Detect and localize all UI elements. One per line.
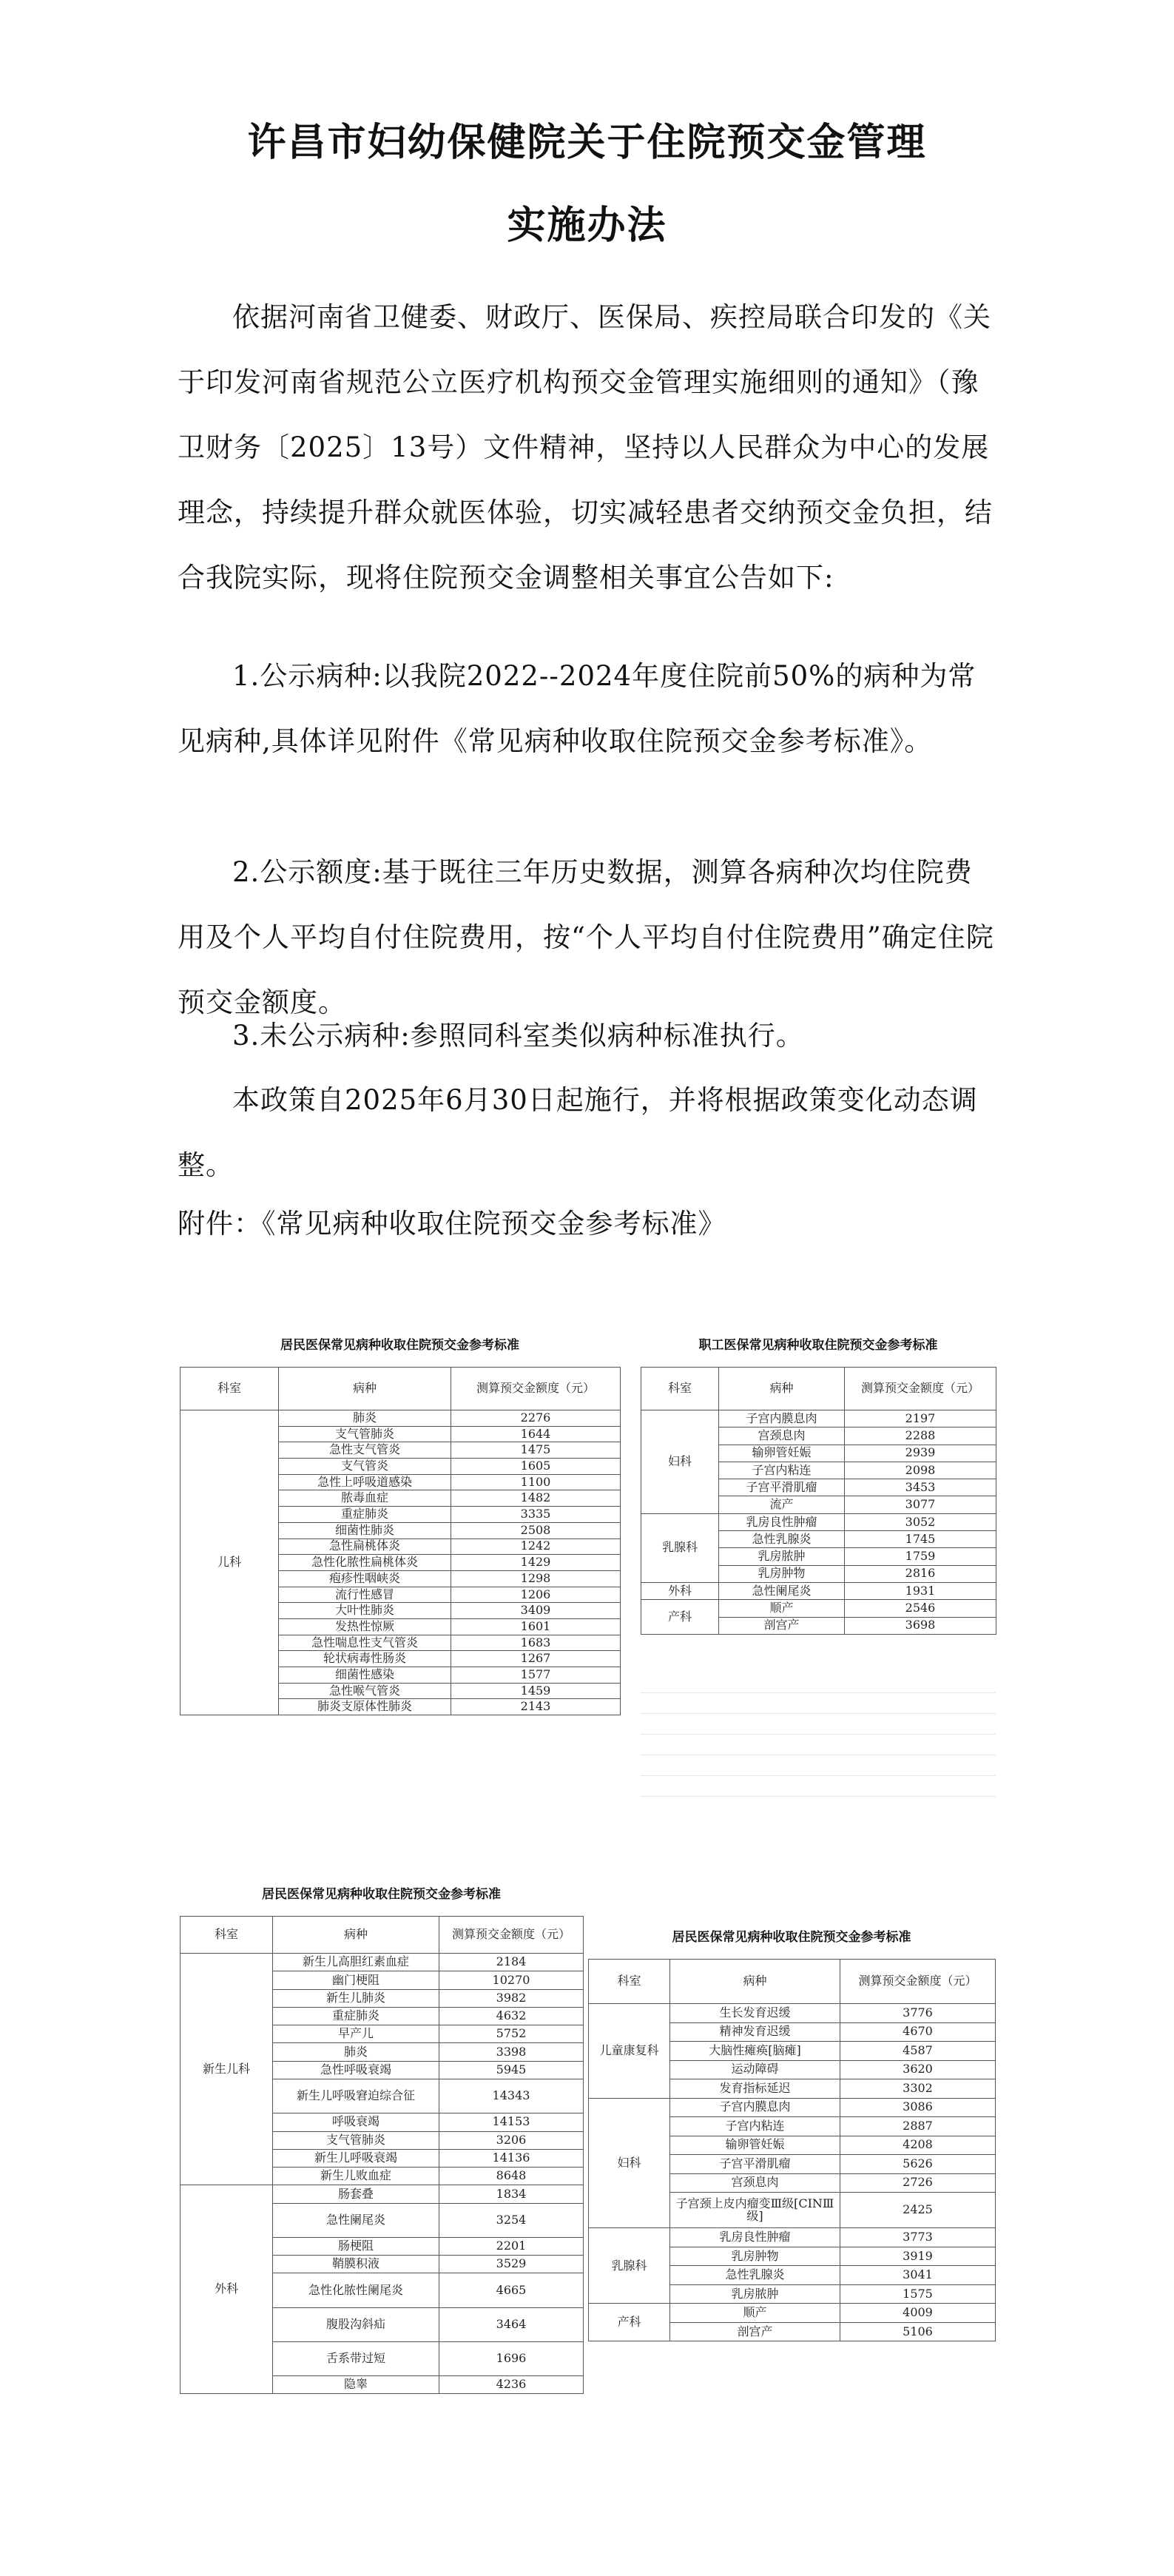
table-row — [589, 2304, 996, 2323]
disease-cell: 早产儿 — [273, 2025, 439, 2043]
disease-cell: 细菌性肺炎 — [279, 1522, 451, 1538]
table-row — [589, 2098, 996, 2117]
amount-cell: 3776 — [840, 2004, 996, 2023]
disease-cell: 子宫颈上皮内瘤变Ⅲ级[CINⅢ级] — [670, 2193, 840, 2228]
employee-table — [641, 1314, 996, 1817]
header-amount: 测算预交金额度（元） — [439, 1917, 584, 1954]
amount-cell: 4587 — [840, 2042, 996, 2061]
amount-cell: 3398 — [439, 2043, 584, 2061]
amount-cell: 1267 — [451, 1651, 621, 1667]
amount-cell: 2184 — [439, 1954, 584, 1971]
header-amount: 测算预交金额度（元） — [451, 1368, 621, 1410]
table-header-row — [589, 1960, 996, 2004]
dept-cell: 乳腺科 — [589, 2228, 670, 2304]
disease-cell: 子宫内膜息肉 — [719, 1410, 845, 1427]
fee-table — [641, 1367, 996, 1635]
disease-cell: 急性支气管炎 — [279, 1442, 451, 1459]
amount-cell: 3529 — [439, 2256, 584, 2273]
amount-cell: 4208 — [840, 2136, 996, 2155]
amount-cell: 5626 — [840, 2155, 996, 2174]
amount-cell: 2288 — [845, 1427, 996, 1445]
disease-cell: 新生儿败血症 — [273, 2168, 439, 2185]
amount-cell: 1298 — [451, 1570, 621, 1587]
disease-cell: 生长发育迟缓 — [670, 2004, 840, 2023]
disease-cell: 支气管炎 — [279, 1459, 451, 1475]
fee-table — [588, 1959, 996, 2341]
disease-cell: 剖宫产 — [670, 2322, 840, 2341]
disease-cell: 流行性感冒 — [279, 1587, 451, 1603]
disease-cell: 急性化脓性扁桃体炎 — [279, 1555, 451, 1571]
table-header-row — [181, 1917, 584, 1954]
amount-cell: 1242 — [451, 1538, 621, 1555]
amount-cell: 1601 — [451, 1618, 621, 1635]
disease-cell: 肠套叠 — [273, 2185, 439, 2203]
disease-cell: 急性扁桃体炎 — [279, 1538, 451, 1555]
disease-cell: 输卵管妊娠 — [670, 2136, 840, 2155]
amount-cell: 14153 — [439, 2113, 584, 2131]
header-dept: 科室 — [181, 1368, 279, 1410]
disease-cell: 重症肺炎 — [273, 2007, 439, 2025]
amount-cell: 1100 — [451, 1474, 621, 1490]
disease-cell: 支气管肺炎 — [279, 1426, 451, 1442]
disease-cell: 发热性惊厥 — [279, 1618, 451, 1635]
disease-cell: 大叶性肺炎 — [279, 1603, 451, 1619]
amount-cell: 1429 — [451, 1555, 621, 1571]
disease-cell: 乳房良性肿瘤 — [670, 2228, 840, 2247]
amount-cell: 3302 — [840, 2079, 996, 2099]
item-3-paragraph: 3.未公示病种:参照同科室类似病种标准执行。 — [232, 1020, 804, 1052]
amount-cell: 3620 — [840, 2060, 996, 2079]
disease-cell: 肠梗阻 — [273, 2237, 439, 2255]
disease-cell: 剖宫产 — [719, 1617, 845, 1634]
amount-cell: 2098 — [845, 1462, 996, 1479]
header-disease: 病种 — [279, 1368, 451, 1410]
resident-table-neonatal-surgery — [180, 1869, 583, 2461]
amount-cell: 1575 — [840, 2284, 996, 2304]
amount-cell: 4665 — [439, 2273, 584, 2307]
disease-cell: 急性化脓性阑尾炎 — [273, 2273, 439, 2307]
disease-cell: 急性乳腺炎 — [719, 1531, 845, 1548]
disease-cell: 子宫平滑肌瘤 — [670, 2155, 840, 2174]
disease-cell: 宫颈息肉 — [670, 2173, 840, 2193]
dept-cell: 新生儿科 — [181, 1954, 273, 2185]
fee-table — [180, 1367, 621, 1715]
disease-cell: 子宫内粘连 — [670, 2117, 840, 2136]
amount-cell: 2201 — [439, 2237, 584, 2255]
disease-cell: 子宫内粘连 — [719, 1462, 845, 1479]
amount-cell: 2143 — [451, 1699, 621, 1715]
header-disease: 病种 — [273, 1917, 439, 1954]
header-amount: 测算预交金额度（元） — [840, 1960, 996, 2004]
amount-cell: 1605 — [451, 1459, 621, 1475]
disease-cell: 子宫平滑肌瘤 — [719, 1479, 845, 1496]
disease-cell: 舌系带过短 — [273, 2341, 439, 2375]
amount-cell: 1834 — [439, 2185, 584, 2203]
disease-cell: 运动障碍 — [670, 2060, 840, 2079]
amount-cell: 3464 — [439, 2307, 584, 2341]
dept-cell: 妇科 — [641, 1410, 719, 1514]
disease-cell: 乳房脓肿 — [670, 2284, 840, 2304]
disease-cell: 呼吸衰竭 — [273, 2113, 439, 2131]
disease-cell: 重症肺炎 — [279, 1507, 451, 1523]
header-disease: 病种 — [719, 1368, 845, 1410]
disease-cell: 子宫内膜息肉 — [670, 2098, 840, 2117]
amount-cell: 4632 — [439, 2007, 584, 2025]
amount-cell: 3919 — [840, 2247, 996, 2266]
amount-cell: 3041 — [840, 2266, 996, 2285]
amount-cell: 3773 — [840, 2228, 996, 2247]
disease-cell: 乳房良性肿瘤 — [719, 1513, 845, 1530]
amount-cell: 4009 — [840, 2304, 996, 2323]
disease-cell: 宫颈息肉 — [719, 1427, 845, 1445]
amount-cell: 2197 — [845, 1410, 996, 1427]
table-row — [641, 1600, 996, 1617]
table-row — [589, 2004, 996, 2023]
table-row — [181, 1410, 621, 1427]
amount-cell: 1931 — [845, 1582, 996, 1599]
amount-cell: 5106 — [840, 2322, 996, 2341]
amount-cell: 2276 — [451, 1410, 621, 1427]
header-dept: 科室 — [641, 1368, 719, 1410]
amount-cell: 3254 — [439, 2203, 584, 2237]
disease-cell: 腹股沟斜疝 — [273, 2307, 439, 2341]
disease-cell: 支气管肺炎 — [273, 2131, 439, 2149]
table-header-row — [641, 1368, 996, 1410]
amount-cell: 10270 — [439, 1971, 584, 1989]
amount-cell: 1459 — [451, 1683, 621, 1699]
amount-cell: 3206 — [439, 2131, 584, 2149]
table-row — [589, 2228, 996, 2247]
amount-cell: 2546 — [845, 1600, 996, 1617]
amount-cell: 2508 — [451, 1522, 621, 1538]
header-disease: 病种 — [670, 1960, 840, 2004]
disease-cell: 轮状病毒性肠炎 — [279, 1651, 451, 1667]
disease-cell: 疱疹性咽峡炎 — [279, 1570, 451, 1587]
disease-cell: 急性上呼吸道感染 — [279, 1474, 451, 1490]
amount-cell: 2816 — [845, 1565, 996, 1582]
disease-cell: 急性阑尾炎 — [273, 2203, 439, 2237]
table-title: 职工医保常见病种收取住院预交金参考标准 — [698, 1338, 938, 1353]
amount-cell: 3453 — [845, 1479, 996, 1496]
amount-cell: 3982 — [439, 1989, 584, 2007]
dept-cell: 产科 — [589, 2304, 670, 2341]
disease-cell: 细菌性感染 — [279, 1667, 451, 1684]
amount-cell: 5945 — [439, 2061, 584, 2079]
amount-cell: 14136 — [439, 2149, 584, 2167]
amount-cell: 3698 — [845, 1617, 996, 1634]
disease-cell: 输卵管妊娠 — [719, 1445, 845, 1462]
amount-cell: 8648 — [439, 2168, 584, 2185]
amount-cell: 1745 — [845, 1531, 996, 1548]
resident-table-pediatrics — [180, 1314, 620, 1817]
amount-cell: 1644 — [451, 1426, 621, 1442]
disease-cell: 急性喉气管炎 — [279, 1683, 451, 1699]
table-row — [641, 1582, 996, 1599]
header-dept: 科室 — [181, 1917, 273, 1954]
disease-cell: 顺产 — [719, 1600, 845, 1617]
dept-cell: 乳腺科 — [641, 1513, 719, 1582]
disease-cell: 肺炎 — [279, 1410, 451, 1427]
disease-cell: 脓毒血症 — [279, 1490, 451, 1507]
disease-cell: 急性喘息性支气管炎 — [279, 1635, 451, 1651]
disease-cell: 大脑性瘫痪[脑瘫] — [670, 2042, 840, 2061]
amount-cell: 1696 — [439, 2341, 584, 2375]
disease-cell: 新生儿肺炎 — [273, 1989, 439, 2007]
amount-cell: 2726 — [840, 2173, 996, 2193]
dept-cell: 儿童康复科 — [589, 2004, 670, 2099]
disease-cell: 急性呼吸衰竭 — [273, 2061, 439, 2079]
table-title: 居民医保常见病种收取住院预交金参考标准 — [672, 1930, 911, 1945]
amount-cell: 4670 — [840, 2022, 996, 2042]
disease-cell: 肺炎 — [273, 2043, 439, 2061]
amount-cell: 2887 — [840, 2117, 996, 2136]
dept-cell: 妇科 — [589, 2098, 670, 2228]
resident-table-rehab-gyn — [588, 1906, 995, 2461]
amount-cell: 2939 — [845, 1445, 996, 1462]
dept-cell: 外科 — [181, 2185, 273, 2394]
amount-cell: 1206 — [451, 1587, 621, 1603]
amount-cell: 5752 — [439, 2025, 584, 2043]
amount-cell: 14343 — [439, 2079, 584, 2113]
disease-cell: 急性阑尾炎 — [719, 1582, 845, 1599]
table-header-row — [181, 1368, 621, 1410]
fee-table — [180, 1916, 584, 2394]
dept-cell: 儿科 — [181, 1410, 279, 1715]
amount-cell: 3335 — [451, 1507, 621, 1523]
amount-cell: 3409 — [451, 1603, 621, 1619]
effective-date-paragraph: 本政策自2025年6月30日起施行，并将根据政策变化动态调整。 — [178, 1084, 978, 1181]
table-row — [181, 2185, 584, 2203]
amount-cell: 2425 — [840, 2193, 996, 2228]
disease-cell: 发育指标延迟 — [670, 2079, 840, 2099]
disease-cell: 新生儿高胆红素血症 — [273, 1954, 439, 1971]
amount-cell: 3077 — [845, 1496, 996, 1513]
amount-cell: 1577 — [451, 1667, 621, 1684]
amount-cell: 1482 — [451, 1490, 621, 1507]
disease-cell: 流产 — [719, 1496, 845, 1513]
amount-cell: 3052 — [845, 1513, 996, 1530]
disease-cell: 幽门梗阻 — [273, 1971, 439, 1989]
item-1-paragraph: 1.公示病种:以我院2022--2024年度住院前50%的病种为常见病种,具体详见附件《常见病种收取住院预交金参考标准》。 — [178, 660, 976, 757]
disease-cell: 隐睾 — [273, 2375, 439, 2393]
amount-cell: 1759 — [845, 1548, 996, 1565]
table-row — [181, 1954, 584, 1971]
attachment-line: 附件：《常见病种收取住院预交金参考标准》 — [178, 1208, 726, 1240]
table-title: 居民医保常见病种收取住院预交金参考标准 — [280, 1338, 519, 1353]
document-title-line1: 许昌市妇幼保健院关于住院预交金管理 — [247, 120, 927, 165]
dept-cell: 产科 — [641, 1600, 719, 1635]
disease-cell: 乳房肿物 — [719, 1565, 845, 1582]
dept-cell: 外科 — [641, 1582, 719, 1599]
disease-cell: 乳房肿物 — [670, 2247, 840, 2266]
disease-cell: 肺炎支原体性肺炎 — [279, 1699, 451, 1715]
disease-cell: 新生儿呼吸窘迫综合征 — [273, 2079, 439, 2113]
disease-cell: 新生儿呼吸衰竭 — [273, 2149, 439, 2167]
disease-cell: 精神发育迟缓 — [670, 2022, 840, 2042]
disease-cell: 顺产 — [670, 2304, 840, 2323]
item-2-paragraph: 2.公示额度:基于既往三年历史数据，测算各病种次均住院费用及个人平均自付住院费用，按“个人平均自付住院费用”确定住院预交金额度。 — [178, 856, 994, 1018]
amount-cell: 1475 — [451, 1442, 621, 1459]
table-title: 居民医保常见病种收取住院预交金参考标准 — [262, 1887, 501, 1902]
disease-cell: 乳房脓肿 — [719, 1548, 845, 1565]
intro-paragraph: 依据河南省卫健委、财政厅、医保局、疾控局联合印发的《关于印发河南省规范公立医疗机构预交金管理实施细则的通知》（豫卫财务〔2025〕13号）文件精神，坚持以人民群众为中心的发展理念，持续提升群众就医体验，切实减轻患者交纳预交金负担，结合我院实际，现将住院预交金调整相关事宜公告如下: — [178, 301, 993, 593]
header-amount: 测算预交金额度（元） — [845, 1368, 996, 1410]
header-dept: 科室 — [589, 1960, 670, 2004]
amount-cell: 3086 — [840, 2098, 996, 2117]
document-title-line2: 实施办法 — [507, 203, 667, 248]
disease-cell: 鞘膜积液 — [273, 2256, 439, 2273]
amount-cell: 4236 — [439, 2375, 584, 2393]
table-row — [641, 1513, 996, 1530]
table-row — [641, 1410, 996, 1427]
empty-spreadsheet-grid — [641, 1692, 996, 1817]
amount-cell: 1683 — [451, 1635, 621, 1651]
disease-cell: 急性乳腺炎 — [670, 2266, 840, 2285]
